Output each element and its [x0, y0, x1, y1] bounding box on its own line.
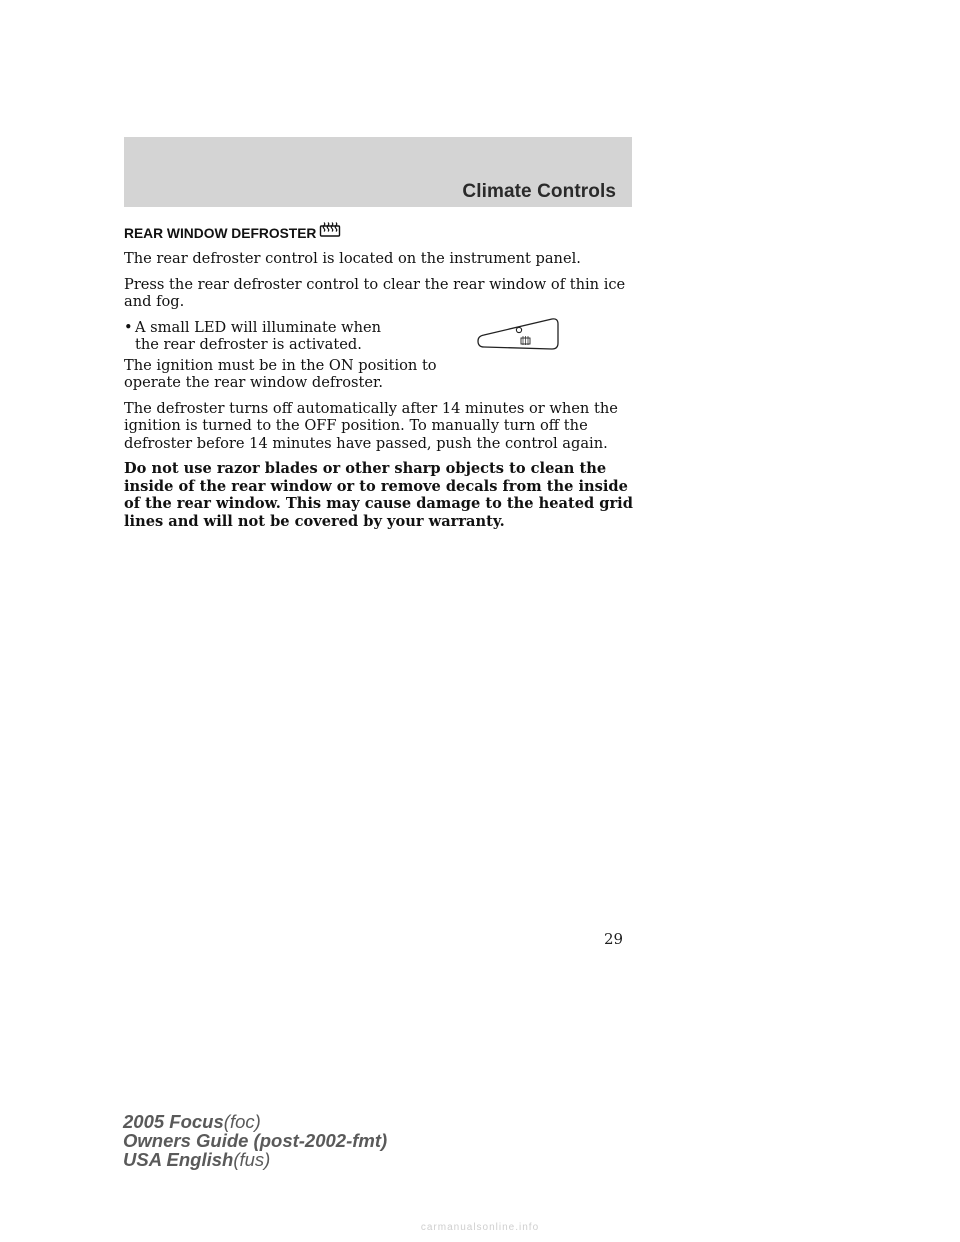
rear-defroster-switch-icon	[476, 313, 562, 364]
bullet-mark: •	[124, 318, 133, 336]
page-content	[124, 222, 636, 530]
paragraph-ignition-on: The ignition must be in the ON position to operate the rear window defroster.	[124, 356, 437, 391]
paragraph-auto-off: The defroster turns off automatically after 14 minutes or when the ignition is turned to the OFF position. To manually turn off the defroster before 14 minutes have passed, push the control again.	[124, 399, 618, 452]
section-header-band	[124, 137, 632, 207]
footer-language-code: (fus)	[233, 1149, 271, 1170]
footer-line-model	[123, 1112, 387, 1131]
warning-text: Do not use razor blades or other sharp objects to clean the inside of the rear window or to remove decals from the inside of the rear window. This may cause damage to the heated grid lines and will not be covered by your warranty.	[124, 460, 633, 530]
page-number: 29	[604, 930, 624, 948]
watermark: carmanualsonline.info	[420, 1222, 540, 1233]
bullet-list	[124, 319, 636, 354]
document-footer	[123, 1112, 387, 1169]
paragraph-press-control: Press the rear defroster control to clear the rear window of thin ice and fog.	[124, 275, 626, 310]
footer-model-code: (foc)	[223, 1111, 261, 1132]
footer-line-language	[123, 1150, 387, 1169]
paragraph-control-location: The rear defroster control is located on the instrument panel.	[124, 250, 581, 267]
section-heading	[124, 222, 636, 242]
rear-defrost-icon	[318, 221, 342, 244]
section-heading-text: REAR WINDOW DEFROSTER	[124, 225, 317, 241]
footer-language: USA English	[123, 1149, 234, 1170]
bullet-led-text: A small LED will illuminate when the rear defroster is activated.	[135, 318, 382, 353]
footer-model: 2005 Focus	[123, 1111, 224, 1132]
section-header-title: Climate Controls	[462, 181, 616, 202]
footer-guide: Owners Guide (post-2002-fmt)	[123, 1130, 388, 1151]
